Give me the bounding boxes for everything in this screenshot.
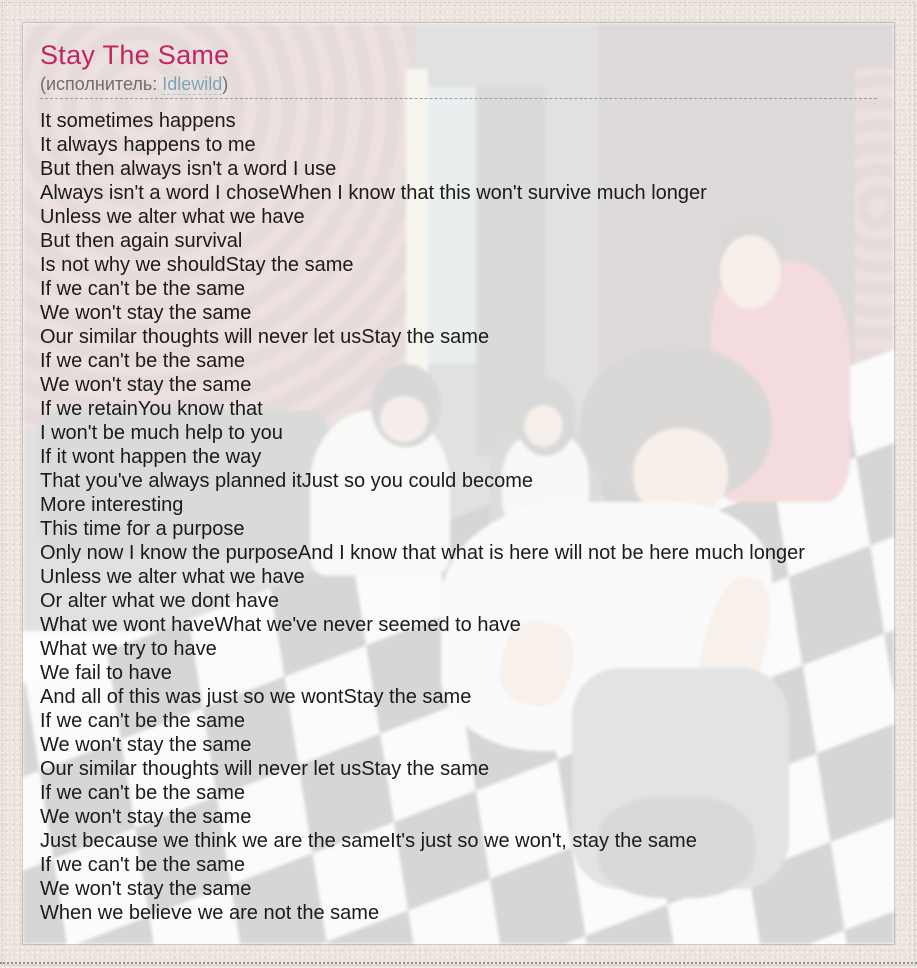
- lyrics-line: Only now I know the purposeAnd I know that what is here will not be here much longer: [40, 542, 805, 564]
- lyrics-line: What we try to have: [40, 638, 217, 660]
- artist-label: (исполнитель:: [40, 74, 158, 94]
- lyrics-line: We won't stay the same: [40, 302, 252, 324]
- lyrics-card-content: [23, 23, 894, 925]
- lyrics-line: This time for a purpose: [40, 518, 245, 540]
- page-title: Stay The Same: [40, 40, 230, 70]
- lyrics-line: If we can't be the same: [40, 782, 246, 804]
- lyrics-line: We won't stay the same: [40, 806, 252, 828]
- lyrics-line: If we can't be the same: [40, 350, 246, 372]
- lyrics-line: It always happens to me: [40, 134, 256, 156]
- lyrics-line: Our similar thoughts will never let usStay the same: [40, 758, 490, 780]
- lyrics-line: More interesting: [40, 494, 184, 516]
- footer-dotted-line: [0, 962, 917, 964]
- lyrics-line: We won't stay the same: [40, 878, 252, 900]
- artist-line: [40, 74, 877, 99]
- lyrics-line: If it wont happen the way: [40, 446, 262, 468]
- lyrics-line: We won't stay the same: [40, 734, 252, 756]
- lyrics-line: We fail to have: [40, 662, 172, 684]
- lyrics-line: Our similar thoughts will never let usStay the same: [40, 326, 490, 348]
- lyrics-line: If we retainYou know that: [40, 398, 263, 420]
- lyrics-line: Unless we alter what we have: [40, 206, 305, 228]
- lyrics-line: If we can't be the same: [40, 278, 246, 300]
- lyrics-line: Unless we alter what we have: [40, 566, 305, 588]
- lyrics-line: Or alter what we dont have: [40, 590, 280, 612]
- lyrics-line: If we can't be the same: [40, 710, 246, 732]
- lyrics-line: We won't stay the same: [40, 374, 252, 396]
- lyrics-line: What we wont haveWhat we've never seemed to have: [40, 614, 521, 636]
- lyrics-line: When we believe we are not the same: [40, 902, 380, 924]
- lyrics-line: If we can't be the same: [40, 854, 246, 876]
- artist-link[interactable]: Idlewild: [162, 74, 223, 94]
- lyrics-line: But then always isn't a word I use: [40, 158, 337, 180]
- lyrics-line: It sometimes happens: [40, 110, 236, 132]
- lyrics-line: Just because we think we are the sameIt's just so we won't, stay the same: [40, 830, 697, 852]
- lyrics-line: Is not why we shouldStay the same: [40, 254, 354, 276]
- lyrics-line: Always isn't a word I choseWhen I know that this won't survive much longer: [40, 182, 707, 204]
- lyrics-line: And all of this was just so we wontStay the same: [40, 686, 472, 708]
- lyrics-line: I won't be much help to you: [40, 422, 283, 444]
- lyrics-line: But then again survival: [40, 230, 243, 252]
- lyrics-text: [40, 109, 877, 925]
- artist-suffix: ): [222, 74, 229, 94]
- lyrics-line: That you've always planned itJust so you could become: [40, 470, 533, 492]
- lyrics-card: [22, 22, 895, 945]
